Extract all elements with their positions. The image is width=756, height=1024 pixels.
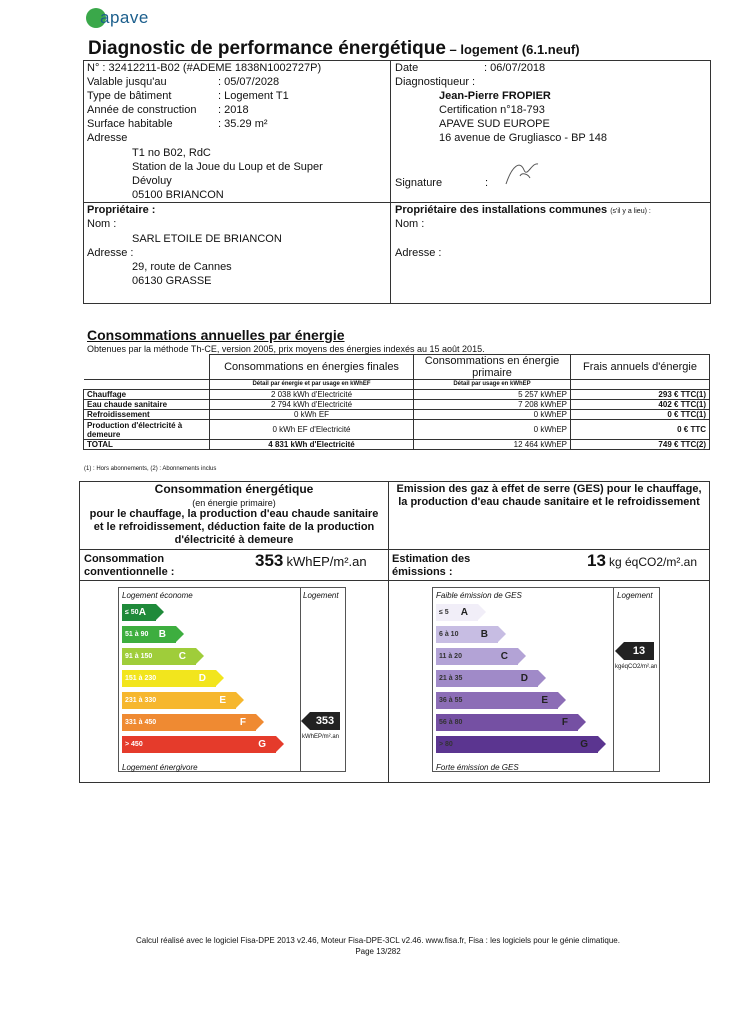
ges-value-divider — [388, 580, 710, 581]
signature-scribble — [502, 156, 542, 190]
row-primary: 0 kWhEP — [414, 420, 571, 440]
energy-bar-tip — [216, 670, 224, 686]
table-row — [84, 400, 710, 410]
energy-bar-range: 231 à 330 — [125, 697, 157, 704]
owner-name: SARL ETOILE DE BRIANCON — [132, 233, 282, 245]
energy-bar-tip — [196, 648, 204, 664]
energy-bar-range: 51 à 90 — [125, 631, 149, 638]
energy-bar-c — [122, 648, 196, 665]
energy-bar-range: ≤ 50 — [125, 609, 139, 616]
type-value: : Logement T1 — [218, 90, 289, 102]
consumption-heading: Consommations annuelles par énergie — [87, 327, 345, 343]
energy-bar-a — [122, 604, 156, 621]
ges-bar-tip — [558, 692, 566, 708]
valid-value: : 05/07/2028 — [218, 76, 280, 88]
ges-bar-range: 56 à 80 — [439, 719, 463, 726]
energy-bar-letter: A — [138, 607, 146, 618]
energy-conso-label: Consommation conventionnelle : — [84, 553, 175, 578]
ges-label: Estimation des émissions : — [392, 553, 471, 578]
address-line: Dévoluy — [132, 175, 172, 187]
ges-scale-column-label: Logement — [617, 591, 653, 600]
row-primary: 0 kWhEP — [414, 410, 571, 420]
address-line: T1 no B02, RdC — [132, 147, 211, 159]
diagnostician-address: 16 avenue de Grugliasco - BP 148 — [439, 132, 607, 144]
table-row — [84, 390, 710, 400]
common-owner-address-label: Adresse : — [395, 247, 442, 259]
col-cost-header: Frais annuels d'énergie — [571, 355, 710, 380]
row-primary: 5 257 kWhEP — [414, 390, 571, 400]
energy-bar-g — [122, 736, 276, 753]
diagnostician-company: APAVE SUD EUROPE — [439, 118, 550, 130]
address-line: Station de la Joue du Loup et de Super — [132, 161, 323, 173]
row-label: Production d'électricité à demeure — [84, 420, 210, 440]
energy-bar-e — [122, 692, 236, 709]
ges-bar-letter: D — [520, 673, 528, 684]
empty-cell — [84, 380, 210, 390]
table-row — [84, 410, 710, 420]
energy-unit: kWhEP/m².an — [286, 554, 367, 569]
footer-software-note: Calcul réalisé avec le logiciel Fisa-DPE 2013 v2.46, Moteur Fisa-DPE-3CL v2.46. www.fisa.fr, Fisa : les logiciels pour le génie climatique. — [136, 936, 620, 945]
ges-bar-tip — [478, 604, 486, 620]
ges-arrow-value: 13 — [632, 645, 646, 657]
row-final: 0 kWh EF d'Electricité — [210, 420, 414, 440]
consumption-subheading: Obtenues par la méthode Th-CE, version 2005, prix moyens des énergies indexés au 15 août 2015. — [87, 344, 485, 354]
date-value: : 06/07/2018 — [484, 62, 546, 74]
row-cost: 0 € TTC — [571, 420, 710, 440]
row-primary: 12 464 kWhEP — [414, 440, 571, 450]
ges-bar-tip — [598, 736, 606, 752]
row-label: TOTAL — [84, 440, 210, 450]
title-main: Diagnostic de performance énergétique — [88, 38, 446, 59]
logo-text: apave — [100, 8, 149, 27]
energy-bar-tip — [256, 714, 264, 730]
ges-arrow-badge — [624, 642, 654, 660]
energy-description: pour le chauffage, la production d'eau chaude sanitaire et le refroidissement, déduction faite de la production d'électricité à demeure — [89, 508, 379, 546]
ges-scale-bottom-label: Forte émission de GES — [436, 763, 519, 772]
energy-header-divider — [79, 549, 389, 550]
row-final: 2 038 kWh d'Electricité — [210, 390, 414, 400]
ges-bar-f — [436, 714, 578, 731]
energy-bar-range: 331 à 450 — [125, 719, 157, 726]
ges-bar-a — [436, 604, 478, 621]
row-cost: 402 € TTC(1) — [571, 400, 710, 410]
energy-bar-tip — [156, 604, 164, 620]
owner-name-label: Nom : — [87, 218, 117, 230]
surface-value: : 35.29 m² — [218, 118, 268, 130]
energy-arrow-value: 353 — [315, 715, 335, 727]
common-owner-title-note: (s'il y a lieu) : — [610, 208, 651, 215]
energy-value-divider — [79, 580, 389, 581]
owner-address-line: 29, route de Cannes — [132, 261, 232, 273]
dpe-reference: N° : 32412211-B02 (#ADEME 1838N1002727P) — [87, 62, 322, 74]
table-row — [84, 420, 710, 440]
ges-bar-range: 21 à 35 — [439, 675, 463, 682]
energy-subheading: (en énergie primaire) — [192, 498, 276, 508]
empty-cell — [571, 380, 710, 390]
energy-bar-tip — [276, 736, 284, 752]
common-owner-name-label: Nom : — [395, 218, 425, 230]
row-cost: 0 € TTC(1) — [571, 410, 710, 420]
col-final-header: Consommations en énergies finales — [210, 355, 414, 380]
energy-bar-f — [122, 714, 256, 731]
col-primary-subheader: Détail par usage en kWhEP — [414, 380, 571, 390]
ges-bar-range: > 80 — [439, 741, 453, 748]
ges-unit: kg éqCO2/m².an — [608, 555, 698, 569]
row-primary: 7 208 kWhEP — [414, 400, 571, 410]
ges-bar-letter: A — [460, 607, 468, 618]
ges-bar-e — [436, 692, 558, 709]
ges-scale-divider — [613, 587, 614, 772]
ges-bar-g — [436, 736, 598, 753]
col-primary-header: Consommations en énergie primaire — [414, 355, 571, 380]
energy-bar-tip — [176, 626, 184, 642]
energy-bar-range: > 450 — [125, 741, 143, 748]
diagnostician-label: Diagnostiqueur : — [395, 76, 476, 88]
row-cost: 749 € TTC(2) — [571, 440, 710, 450]
page-title — [88, 38, 580, 60]
energy-bar-b — [122, 626, 176, 643]
row-final: 2 794 kWh d'Electricité — [210, 400, 414, 410]
ges-bar-letter: F — [561, 717, 568, 728]
energy-bar-letter: F — [239, 717, 246, 728]
ges-bar-c — [436, 648, 518, 665]
table-row — [84, 440, 710, 450]
energy-bar-letter: D — [198, 673, 206, 684]
diagnostician-cert: Certification n°18-793 — [439, 104, 545, 116]
ges-bar-letter: E — [541, 695, 548, 706]
ges-bar-b — [436, 626, 498, 643]
ges-value: 13 — [587, 551, 606, 570]
ges-header-divider — [388, 549, 710, 550]
address-line: 05100 BRIANCON — [132, 189, 224, 201]
energy-scale-top-label: Logement économe — [122, 591, 193, 600]
energy-arrow-badge — [310, 712, 340, 730]
energy-bar-range: 91 à 150 — [125, 653, 153, 660]
common-owner-title — [395, 204, 651, 218]
date-label: Date — [395, 62, 419, 74]
energy-scale-divider — [300, 587, 301, 772]
energy-bar-d — [122, 670, 216, 687]
ges-bar-range: ≤ 5 — [439, 609, 449, 616]
type-label: Type de bâtiment — [87, 90, 172, 102]
owner-address-label: Adresse : — [87, 247, 134, 259]
valid-label: Valable jusqu'au — [87, 76, 167, 88]
ges-bar-letter: C — [500, 651, 508, 662]
ges-bar-d — [436, 670, 538, 687]
energy-bar-letter: E — [219, 695, 226, 706]
energy-value: 353 — [255, 551, 284, 570]
signature-separator: : — [485, 177, 489, 189]
energy-value-line — [255, 551, 367, 570]
consumption-footnote: (1) : Hors abonnements, (2) : Abonnements inclus — [84, 466, 217, 472]
owner-address-line: 06130 GRASSE — [132, 275, 212, 287]
surface-label: Surface habitable — [87, 118, 173, 130]
ges-arrow-unit: kgéqCO2/m².an — [615, 664, 658, 670]
year-value: : 2018 — [218, 104, 249, 116]
ges-bar-range: 11 à 20 — [439, 653, 462, 660]
row-final: 4 831 kWh d'Electricité — [210, 440, 414, 450]
energy-bar-tip — [236, 692, 244, 708]
ges-bar-tip — [498, 626, 506, 642]
energy-bar-letter: C — [178, 651, 186, 662]
energy-heading: Consommation énergétique — [154, 482, 314, 496]
energy-scale-column-label: Logement — [303, 591, 339, 600]
ges-bar-range: 36 à 55 — [439, 697, 463, 704]
ges-bar-range: 6 à 10 — [439, 631, 459, 638]
footer-page-number: Page 13/282 — [355, 947, 401, 956]
ges-bar-tip — [578, 714, 586, 730]
energy-bar-letter: B — [158, 629, 166, 640]
ges-bar-tip — [518, 648, 526, 664]
ges-value-line — [587, 551, 698, 570]
common-owner-title-text: Propriétaire des installations communes — [395, 204, 608, 216]
energy-scale-bottom-label: Logement énergivore — [122, 763, 198, 772]
energy-arrow-unit: kWhEP/m².an — [302, 734, 340, 740]
signature-label: Signature — [395, 177, 443, 189]
row-label: Chauffage — [84, 390, 210, 400]
ges-bar-letter: G — [580, 739, 588, 750]
ges-heading: Emission des gaz à effet de serre (GES) pour le chauffage, la production d'eau chaude sanitaire et le refroidissement — [396, 483, 702, 508]
row-label: Refroidissement — [84, 410, 210, 420]
row-label: Eau chaude sanitaire — [84, 400, 210, 410]
empty-cell — [84, 355, 210, 380]
ges-scale-top-label: Faible émission de GES — [436, 591, 522, 600]
consumption-table — [83, 354, 710, 450]
ges-bar-tip — [538, 670, 546, 686]
diagnostician-name: Jean-Pierre FROPIER — [439, 90, 551, 102]
year-label: Année de construction — [87, 104, 197, 116]
owner-title: Propriétaire : — [87, 204, 156, 216]
col-final-subheader: Détail par énergie et par usage en kWhEF — [210, 380, 414, 390]
address-label: Adresse — [87, 132, 128, 144]
row-cost: 293 € TTC(1) — [571, 390, 710, 400]
energy-bar-range: 151 à 230 — [125, 675, 157, 682]
apave-logo — [86, 6, 166, 30]
title-sub: – logement (6.1.neuf) — [445, 42, 580, 57]
row-final: 0 kWh EF — [210, 410, 414, 420]
ges-bar-letter: B — [480, 629, 488, 640]
energy-bar-letter: G — [258, 739, 266, 750]
